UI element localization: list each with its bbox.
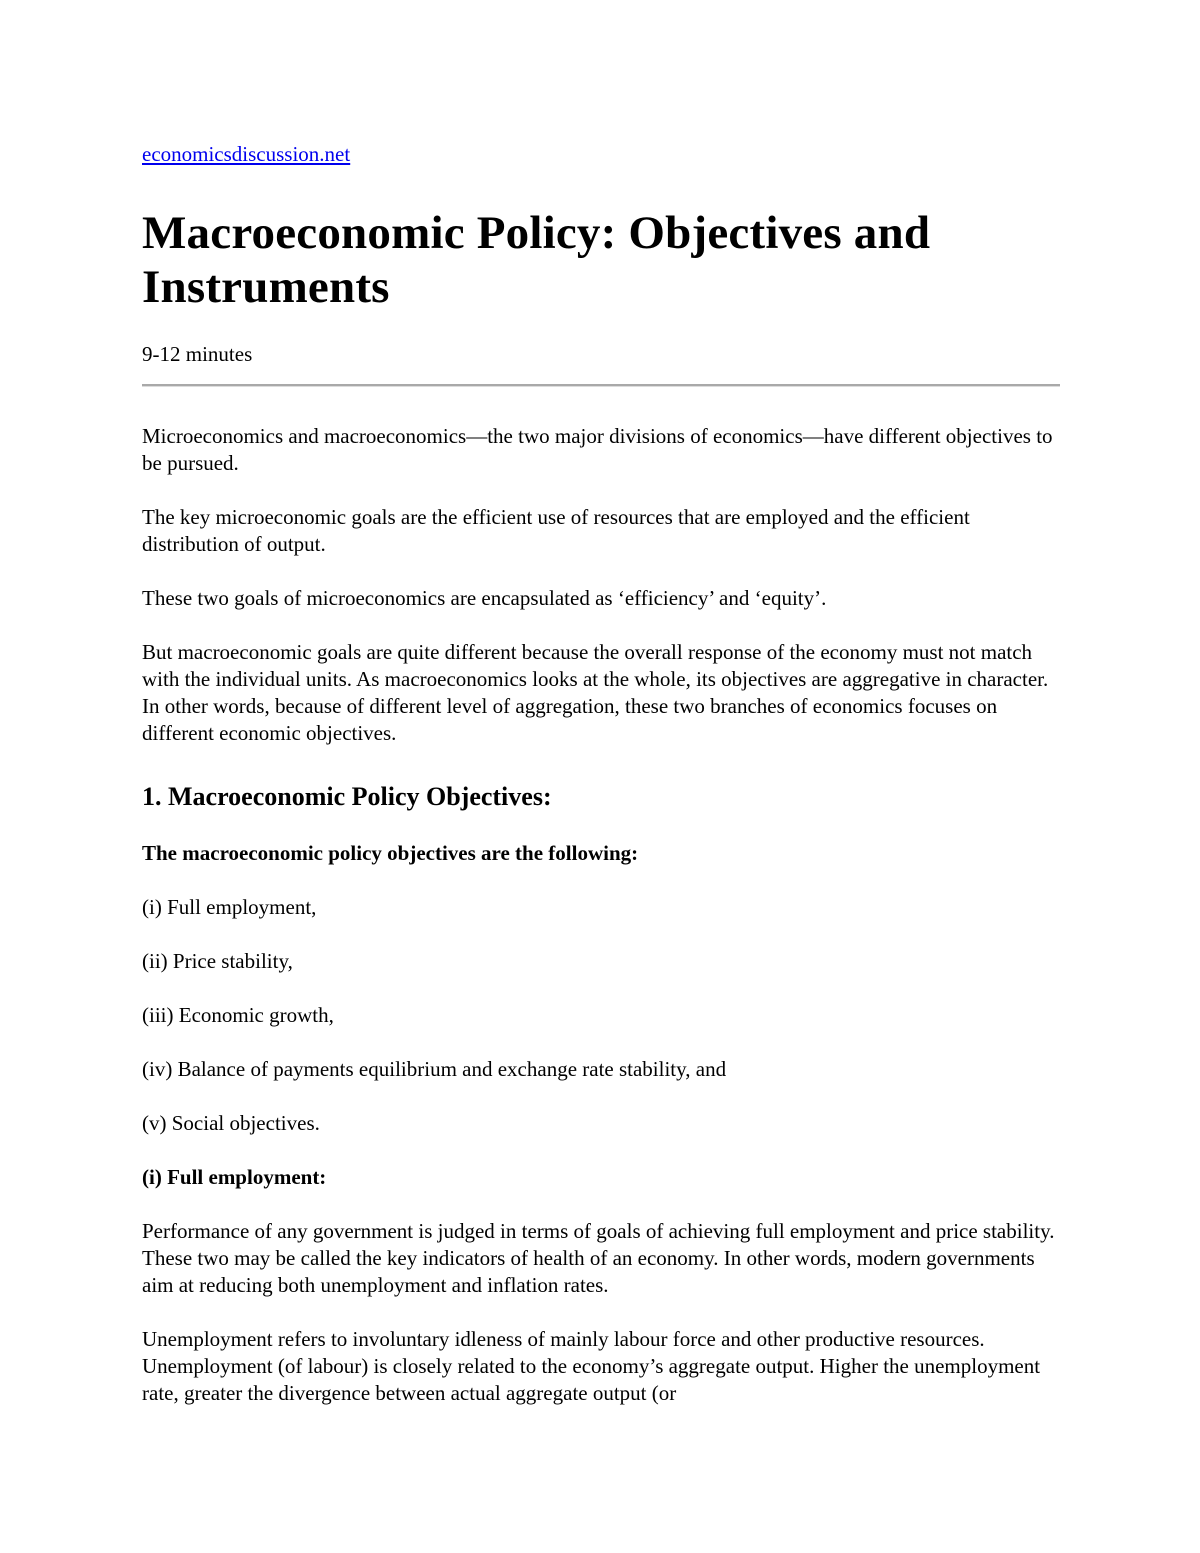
section-heading-objectives: 1. Macroeconomic Policy Objectives:: [142, 782, 552, 811]
paragraph-intro: Microeconomics and macroeconomics—the two major divisions of economics—have different objectives to be pursued.: [142, 424, 1053, 475]
read-time: 9-12 minutes: [142, 342, 253, 366]
objective-item: (v) Social objectives.: [142, 1111, 320, 1135]
article-title: Macroeconomic Policy: Objectives and Instruments: [142, 207, 931, 313]
paragraph-efficiency-equity: These two goals of microeconomics are encapsulated as ‘efficiency’ and ‘equity’.: [142, 586, 827, 610]
objective-item: (ii) Price stability,: [142, 949, 293, 973]
paragraph-performance: Performance of any government is judged in terms of goals of achieving full employment and price stability. These two may be called the key indicators of health of an economy. In other words, modern governments aim at reducing both unemployment and inflation rates.: [142, 1219, 1055, 1297]
full-employment-heading: (i) Full employment:: [142, 1165, 327, 1189]
objectives-subheading: The macroeconomic policy objectives are the following:: [142, 841, 639, 865]
objective-item: (i) Full employment,: [142, 895, 317, 919]
source-site-link[interactable]: economicsdiscussion.net: [142, 142, 351, 166]
paragraph-micro-goals: The key microeconomic goals are the efficient use of resources that are employed and the efficient distribution of output.: [142, 505, 970, 556]
horizontal-divider: [142, 384, 1060, 387]
article-body: [142, 423, 1060, 1407]
document-page: [142, 140, 1060, 1407]
objective-item: (iii) Economic growth,: [142, 1003, 334, 1027]
objective-item: (iv) Balance of payments equilibrium and exchange rate stability, and: [142, 1057, 727, 1081]
paragraph-macro-goals: But macroeconomic goals are quite different because the overall response of the economy must not match with the individual units. As macroeconomics looks at the whole, its objectives are aggregative in character. In other words, because of different level of aggregation, these two branches of economics focuses on different economic objectives.: [142, 640, 1049, 745]
paragraph-unemployment: Unemployment refers to involuntary idleness of mainly labour force and other productive resources. Unemployment (of labour) is closely related to the economy’s aggregate output. Higher the unemployment rate, greater the divergence between actual aggregate output (or: [142, 1327, 1041, 1405]
